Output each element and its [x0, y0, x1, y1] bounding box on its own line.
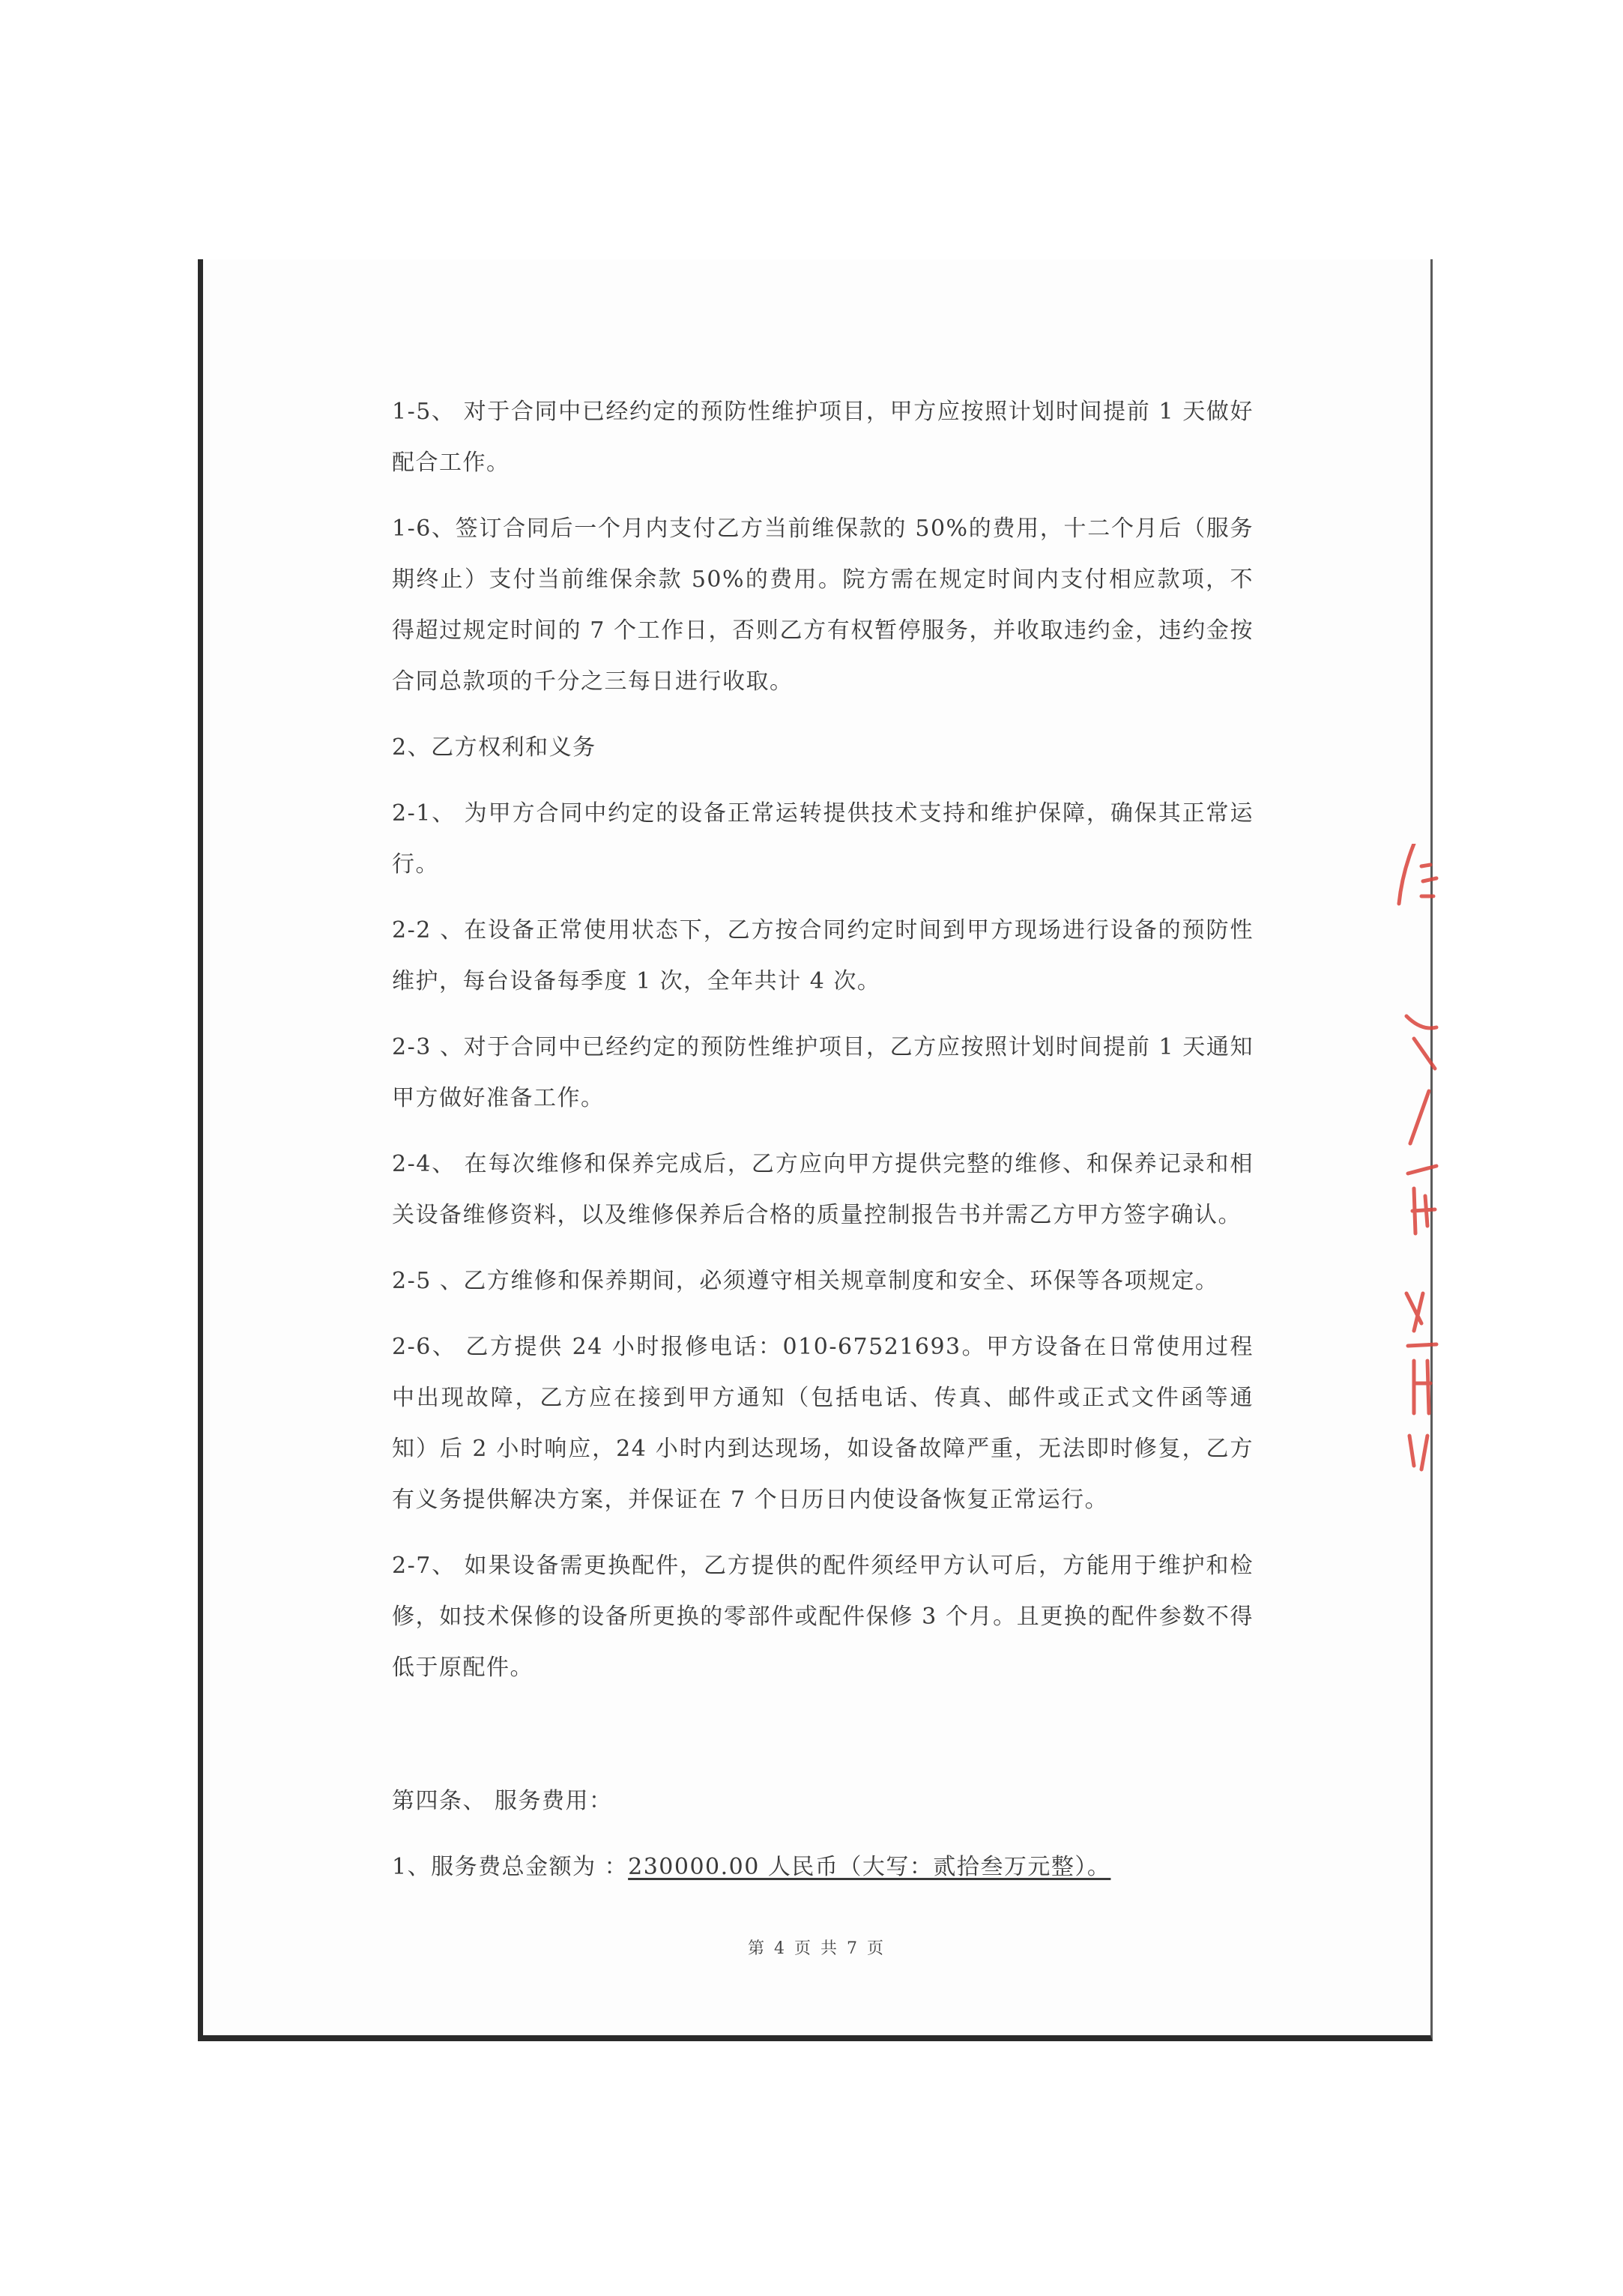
page-number: 第 4 页 共 7 页 — [748, 1939, 886, 1958]
section-party-b-rights-heading: 2、乙方权利和义务 — [392, 734, 596, 761]
service-fee-amount: 230000.00 人民币（大写：贰拾叁万元整）。 — [628, 1854, 1111, 1880]
clause-1-5: 1-5、 对于合同中已经约定的预防性维护项目，甲方应按照计划时间提前 1 天做好配合工作。 — [392, 399, 1254, 476]
clause-1-6: 1-6、签订合同后一个月内支付乙方当前维保款的 50%的费用，十二个月后（服务期终止）支付当前维保余款 50%的费用。院方需在规定时间内支付相应款项，不得超过规定时间的 7 个工作日，否则乙方有权暂停服务，并收取违约金，违约金按合同总款项的千分之三每日进行收取。 — [392, 516, 1254, 695]
clause-2-6: 2-6、 乙方提供 24 小时报修电话：010-67521693。甲方设备在日常使用过程中出现故障，乙方应在接到甲方通知（包括电话、传真、邮件或正式文件函等通知）后 2 小时响应，24 小时内到达现场，如设备故障严重，无法即时修复，乙方有义务提供解决方案，并保证在 7 个日历日内使设备恢复正常运行。 — [392, 1334, 1254, 1513]
contract-body — [392, 387, 1254, 1893]
service-fee-line — [392, 1842, 1254, 1893]
clause-2-5: 2-5 、乙方维修和保养期间，必须遵守相关规章制度和安全、环保等各项规定。 — [392, 1268, 1219, 1294]
clause-2-4: 2-4、 在每次维修和保养完成后，乙方应向甲方提供完整的维修、和保养记录和相关设备维修资料，以及维修保养后合格的质量控制报告书并需乙方甲方签字确认。 — [392, 1151, 1254, 1228]
clause-2-7: 2-7、 如果设备需更换配件，乙方提供的配件须经甲方认可后，方能用于维护和检修，如技术保修的设备所更换的零部件或配件保修 3 个月。且更换的配件参数不得低于原配件。 — [392, 1553, 1254, 1681]
clause-2-3: 2-3 、对于合同中已经约定的预防性维护项目，乙方应按照计划时间提前 1 天通知甲方做好准备工作。 — [392, 1034, 1254, 1111]
service-fee-label: 1、服务费总金额为 ： — [392, 1854, 629, 1880]
clause-2-2: 2-2 、在设备正常使用状态下，乙方按合同约定时间到甲方现场进行设备的预防性维护，每台设备每季度 1 次，全年共计 4 次。 — [392, 917, 1254, 994]
clause-2-1: 2-1、 为甲方合同中约定的设备正常运转提供技术支持和维护保障，确保其正常运行。 — [392, 800, 1254, 877]
section-4-heading: 第四条、 服务费用： — [392, 1788, 613, 1814]
red-seal-fragment — [1391, 844, 1444, 1698]
scanned-contract-page — [198, 259, 1433, 2041]
